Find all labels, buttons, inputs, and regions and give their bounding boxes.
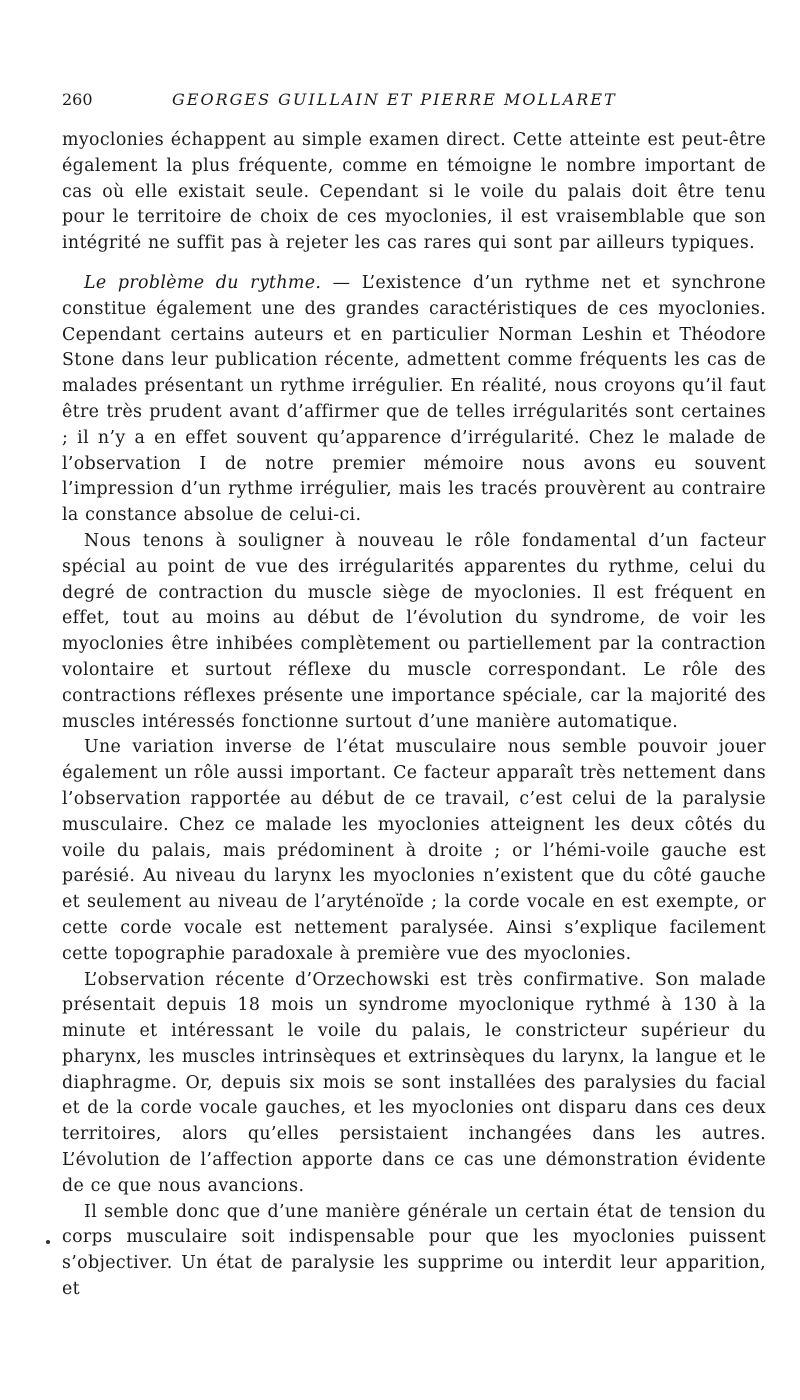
paragraph-text: — L’existence d’un rythme net et synchrone constitue également une des grandes caractéristiques de ces myoclonies. Cependant certains auteurs et en particulier Norman Leshin et Théodore Stone dans leur publication récente, admettent comme fréquents les cas de malades présentant un rythme irrégulier. En réalité, nous croyons qu’il faut être très prudent avant d’affirmer que de telles irrégularités sont certaines ; il n’y a en effet souvent qu’apparence d’irrégularité. Chez le malade de l’observation I de notre premier mémoire nous avons eu souvent l’impression d’un rythme irrégulier, mais les tracés prouvèrent au contraire la constance absolue de celui-ci. (62, 272, 767, 526)
paragraph: L’observation récente d’Orzechowski est très confirmative. Son malade présentait depuis 18 mois un syndrome myoclonique rythmé à 130 à la minute et intéressant le voile du palais, le constricteur supérieur du pharynx, les muscles intrinsèques et extrinsèques du larynx, la langue et le diaphragme. Or, depuis six mois se sont installées des paralysies du facial et de la corde vocale gauches, et les myoclonies ont disparu dans ces deux territoires, alors qu’elles persistaient inchangées dans les autres. L’évolution de l’affection apporte dans ce cas une démonstration évidente de ce que nous avancions. (62, 969, 766, 1196)
print-speck (46, 1240, 50, 1244)
paragraph: Nous tenons à souligner à nouveau le rôle fondamental d’un facteur spécial au point de vue des irrégularités apparentes du rythme, celui du degré de contraction du muscle siège de myoclonies. Il est fréquent en effet, tout au moins au début de l’évolution du syndrome, de voir les myoclonies être inhibées complètement ou partiellement par la contraction volontaire et surtout réflexe du muscle correspondant. Le rôle des contractions réflexes présente une importance spéciale, car la majorité des muscles intéressés fonctionne surtout d’une manière automatique. (62, 530, 766, 732)
page-number: 260 (62, 90, 93, 109)
running-head: GEORGES GUILLAIN ET PIERRE MOLLARET (172, 90, 617, 109)
paragraph-rythme (62, 271, 766, 529)
page-header (62, 90, 766, 114)
paragraph: Une variation inverse de l’état musculaire nous semble pouvoir jouer également un rôle aussi important. Ce facteur apparaît très nettement dans l’observation rapportée au début de ce travail, c’est celui de la paralysie musculaire. Chez ce malade les myoclonies atteignent les deux côtés du voile du palais, mais prédominent à droite ; or l’hémi-voile gauche est parésié. Au niveau du larynx les myoclonies n’existent que du côté gauche et seulement au niveau de l’aryténoïde ; la corde vocale en est exempte, or cette corde vocale est nettement paralysée. Ainsi s’explique facilement cette topographie paradoxale à première vue des myoclonies. (62, 737, 766, 964)
paragraph: myoclonies échappent au simple examen direct. Cette atteinte est peut-être également la plus fréquente, comme en témoigne le nombre important de cas où elle existait seule. Cependant si le voile du palais doit être tenu pour le territoire de choix de ces myoclonies, il est vraisemblable que son intégrité ne suffit pas à rejeter les cas rares qui sont par ailleurs typiques. (62, 130, 766, 254)
paragraph: Il semble donc que d’une manière générale un certain état de tension du corps musculaire soit indispensable pour que les myoclonies puissent s’objectiver. Un état de paralysie les supprime ou interdit leur apparition, et (62, 1201, 766, 1300)
body-text (62, 128, 766, 1303)
section-title: Le problème du rythme. (84, 272, 322, 293)
